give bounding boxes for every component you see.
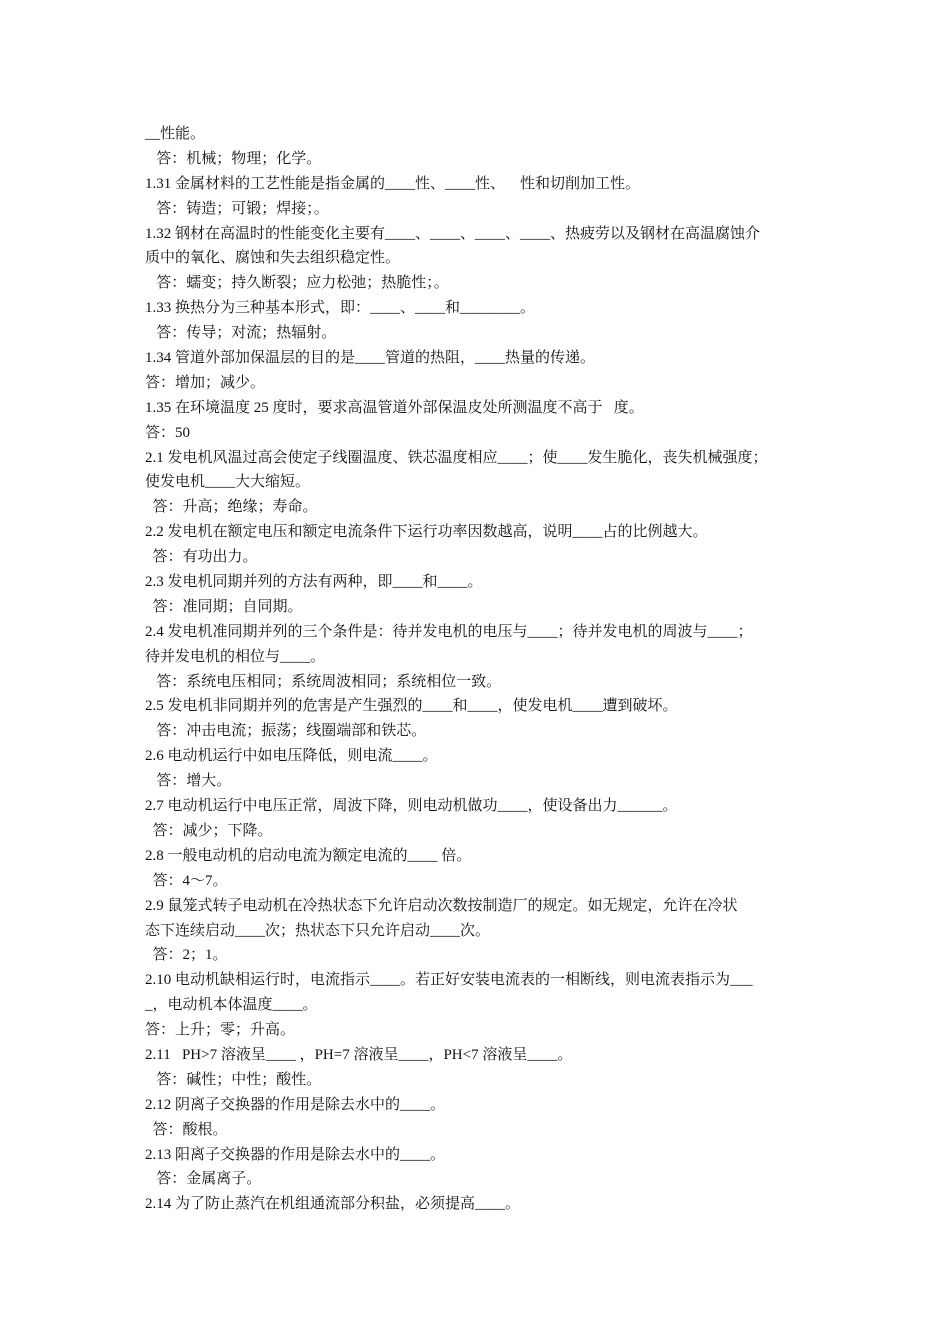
text-line: 2.8 一般电动机的启动电流为额定电流的____ 倍。 [145, 847, 472, 864]
answer-line: 答：铸造；可锻；焊接；。 [145, 200, 329, 217]
answer-line: 答：减少；下降。 [145, 822, 273, 839]
text-line: 2.13 阳离子交换器的作用是除去水中的____。 [145, 1146, 446, 1163]
answer-line: 答：上升；零；升高。 [145, 1022, 296, 1039]
text-line: _，电动机本体温度____。 [145, 997, 318, 1014]
answer-line: 答：4～7。 [145, 872, 228, 889]
text-line: __性能。 [145, 126, 206, 142]
text-line: 1.31 金属材料的工艺性能是指金属的____性、____性、 性和切削加工性。 [145, 175, 641, 192]
text-line: 2.6 电动机运行中如电压降低，则电流____。 [145, 748, 438, 765]
answer-line: 答：金属离子。 [145, 1171, 262, 1188]
answer-line: 答：冲击电流；振荡；线圈端部和铁芯。 [145, 723, 427, 740]
answer-line: 答：2；1。 [145, 947, 228, 964]
answer-line: 答：蠕变；持久断裂；应力松弛；热脆性；。 [145, 275, 449, 292]
answer-line: 答：50 [145, 424, 191, 441]
text-line: 2.11 PH>7 溶液呈____ ，PH=7 溶液呈____，PH<7 溶液呈____。 [145, 1046, 573, 1063]
answer-line: 答：酸根。 [145, 1121, 228, 1138]
answer-line: 答：增加；减少。 [145, 374, 266, 391]
text-line: 1.32 钢材在高温时的性能变化主要有____、____、____、____、热疲劳以及钢材在高温腐蚀介 [145, 225, 761, 242]
answer-line: 答：升高；绝缘；寿命。 [145, 499, 318, 516]
answer-line: 答：传导；对流；热辐射。 [145, 325, 337, 342]
text-line: 使发电机____大大缩短。 [145, 474, 311, 491]
answer-line: 答：准同期；自同期。 [145, 598, 303, 615]
text-line: 质中的氧化、腐蚀和失去组织稳定性。 [145, 250, 401, 267]
text-line: 1.33 换热分为三种基本形式，即：____、____和________。 [145, 300, 536, 317]
text-line: 2.3 发电机同期并列的方法有两种，即____和____。 [145, 574, 483, 591]
text-line: 1.34 管道外部加保温层的目的是____管道的热阻，____热量的传递。 [145, 350, 596, 367]
text-line: 2.2 发电机在额定电压和额定电流条件下运行功率因数越高，说明____占的比例越大。 [145, 524, 708, 541]
answer-line: 答：碱性；中性；酸性。 [145, 1071, 322, 1088]
text-line: 2.5 发电机非同期并列的危害是产生强烈的____和____，使发电机____遭到破坏。 [145, 698, 678, 715]
text-line: 2.4 发电机准同期并列的三个条件是：待并发电机的电压与____；待并发电机的周波与____； [145, 623, 753, 640]
text-line: 2.10 电动机缺相运行时，电流指示____。若正好安装电流表的一相断线，则电流表指示为___ [145, 972, 753, 989]
text-line: 2.9 鼠笼式转子电动机在冷热状态下允许启动次数按制造厂的规定。如无规定，允许在冷状 [145, 897, 738, 914]
text-line: 2.14 为了防止蒸汽在机组通流部分积盐，必须提高____。 [145, 1196, 521, 1213]
text-line: 2.1 发电机风温过高会使定子线圈温度、铁芯温度相应____；使____发生脆化，丧失机械强度； [145, 449, 768, 466]
answer-line: 答：系统电压相同；系统周波相同；系统相位一致。 [145, 673, 502, 690]
text-line: 2.12 阴离子交换器的作用是除去水中的____。 [145, 1096, 446, 1113]
text-line: 1.35 在环境温度 25 度时，要求高温管道外部保温皮处所测温度不高于 度。 [145, 399, 644, 416]
answer-line: 答：增大。 [145, 773, 232, 790]
answer-line: 答：有功出力。 [145, 549, 258, 566]
document-body [145, 122, 820, 1217]
text-line: 2.7 电动机运行中电压正常，周波下降，则电动机做功____，使设备出力______。 [145, 798, 678, 815]
answer-line: 答：机械；物理；化学。 [145, 150, 322, 167]
text-line: 待并发电机的相位与____。 [145, 648, 326, 665]
text-line: 态下连续启动____次；热状态下只允许启动____次。 [145, 922, 491, 939]
